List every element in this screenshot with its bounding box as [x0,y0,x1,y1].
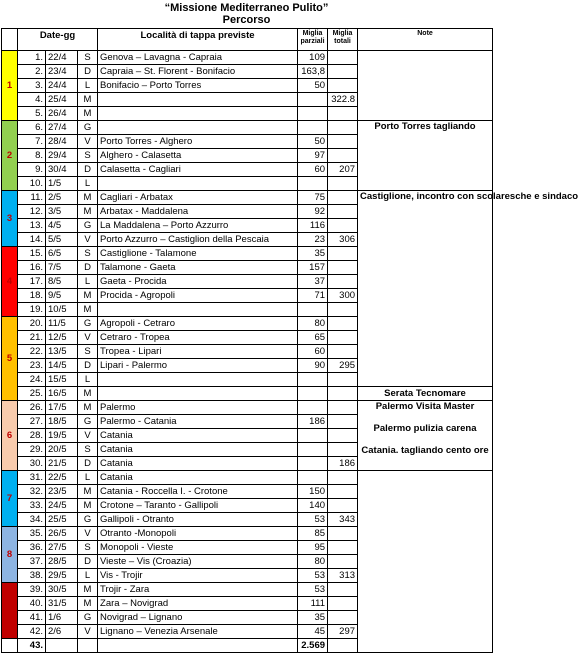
date-cell: 26/4 [46,107,78,121]
weekday-cell: M [78,289,98,303]
leg-empty-cell [2,639,18,653]
total-miles-cell [328,485,358,499]
date-cell: 24/5 [46,499,78,513]
partial-miles-cell: 109 [298,51,328,65]
row-number: 41. [18,611,46,625]
stage-row [2,401,493,415]
partial-miles-cell: 53 [298,583,328,597]
row-number: 24. [18,373,46,387]
weekday-cell: D [78,555,98,569]
date-cell: 18/5 [46,415,78,429]
notes-cell [358,51,493,121]
row-number: 7. [18,135,46,149]
row-number: 23. [18,359,46,373]
note-text: Serata Tecnomare [384,388,466,399]
place-cell: Gaeta - Procida [98,275,298,289]
total-miles-header: Miglia totali [328,29,358,51]
weekday-cell: L [78,79,98,93]
weekday-cell: G [78,317,98,331]
place-cell: Castiglione - Talamone [98,247,298,261]
total-miles-cell [328,261,358,275]
total-miles-cell [328,373,358,387]
place-cell: Tropea - Lipari [98,345,298,359]
date-cell: 5/5 [46,233,78,247]
row-number: 12. [18,205,46,219]
partial-miles-cell: 23 [298,233,328,247]
partial-miles-header: Miglia parziali [298,29,328,51]
stage-row [2,191,493,205]
place-cell: Vieste – Vis (Croazia) [98,555,298,569]
notes-cell [358,401,493,471]
leg-number-cell: 6 [2,401,18,471]
partial-miles-cell: 186 [298,415,328,429]
row-number: 6. [18,121,46,135]
partial-miles-cell [298,471,328,485]
leg-number-cell: 2 [2,121,18,191]
total-miles-cell [328,247,358,261]
partial-miles-cell: 97 [298,149,328,163]
weekday-cell: L [78,569,98,583]
partial-miles-cell: 92 [298,205,328,219]
weekday-cell: D [78,163,98,177]
date-cell: 26/5 [46,527,78,541]
total-miles-cell: 313 [328,569,358,583]
total-miles-cell [328,107,358,121]
weekday-cell: D [78,457,98,471]
row-number: 26. [18,401,46,415]
partial-miles-cell: 60 [298,163,328,177]
place-cell: Calasetta - Cagliari [98,163,298,177]
notes-cell [358,471,493,653]
date-header: Date-gg [18,29,98,51]
row-number: 16. [18,261,46,275]
stage-row [2,387,493,401]
row-number: 1. [18,51,46,65]
document-title: “Missione Mediterraneo Pulito” [164,2,329,14]
place-cell: Palermo [98,401,298,415]
total-miles-cell [328,429,358,443]
place-cell: Porto Azzurro – Castiglion della Pescaia [98,233,298,247]
partial-miles-cell: 157 [298,261,328,275]
partial-miles-cell: 35 [298,247,328,261]
place-cell: Cetraro - Tropea [98,331,298,345]
place-cell: Lignano – Venezia Arsenale [98,625,298,639]
partial-miles-cell: 95 [298,541,328,555]
date-cell: 24/4 [46,79,78,93]
total-miles-cell [328,401,358,415]
total-miles-cell [328,443,358,457]
weekday-cell [78,639,98,653]
place-cell: Bonifacio – Porto Torres [98,79,298,93]
total-miles-cell [328,499,358,513]
row-number: 21. [18,331,46,345]
total-miles-cell: 300 [328,289,358,303]
weekday-cell: L [78,275,98,289]
place-cell: Agropoli - Cetraro [98,317,298,331]
date-cell: 9/5 [46,289,78,303]
weekday-cell: M [78,303,98,317]
row-number: 22. [18,345,46,359]
weekday-cell: S [78,51,98,65]
partial-miles-cell: 71 [298,289,328,303]
partial-miles-cell: 53 [298,569,328,583]
date-cell: 28/5 [46,555,78,569]
partial-miles-cell: 2.569 [298,639,328,653]
weekday-cell: M [78,485,98,499]
total-miles-cell [328,597,358,611]
leg-number-cell: 5 [2,317,18,401]
weekday-cell: V [78,625,98,639]
partial-miles-cell [298,443,328,457]
date-cell: 22/5 [46,471,78,485]
weekday-cell: V [78,527,98,541]
weekday-cell: G [78,415,98,429]
weekday-cell: M [78,499,98,513]
weekday-cell: G [78,121,98,135]
leg-number-cell: 9 [2,583,18,639]
partial-miles-cell: 45 [298,625,328,639]
weekday-cell: M [78,93,98,107]
date-cell: 15/5 [46,373,78,387]
total-miles-cell [328,331,358,345]
date-cell: 31/5 [46,597,78,611]
date-cell: 22/4 [46,51,78,65]
row-number: 25. [18,387,46,401]
row-number: 5. [18,107,46,121]
note-text: Catania. tagliando cento ore [361,445,489,456]
total-miles-cell [328,527,358,541]
date-cell [46,639,78,653]
leg-number-cell: 4 [2,247,18,317]
total-miles-cell [328,317,358,331]
date-cell: 10/5 [46,303,78,317]
total-miles-cell [328,555,358,569]
place-cell: Catania [98,471,298,485]
date-cell: 1/6 [46,611,78,625]
total-miles-cell [328,387,358,401]
date-cell: 11/5 [46,317,78,331]
row-number: 29. [18,443,46,457]
weekday-cell: V [78,135,98,149]
leg-number-cell: 8 [2,527,18,583]
date-cell: 25/4 [46,93,78,107]
row-number: 33. [18,499,46,513]
place-cell: Novigrad – Lignano [98,611,298,625]
date-cell: 28/4 [46,135,78,149]
total-miles-cell [328,415,358,429]
place-cell: Porto Torres - Alghero [98,135,298,149]
stage-row [2,121,493,135]
note-text: Palermo pulizia carena [373,423,477,434]
weekday-cell: L [78,471,98,485]
date-cell: 29/5 [46,569,78,583]
place-cell [98,303,298,317]
row-number: 36. [18,541,46,555]
place-cell [98,93,298,107]
weekday-cell: S [78,247,98,261]
place-cell [98,107,298,121]
leg-header [2,29,18,51]
date-cell: 12/5 [46,331,78,345]
document-subtitle: Percorso [222,14,271,26]
place-cell: Otranto -Monopoli [98,527,298,541]
itinerary-table [1,28,578,653]
date-cell: 20/5 [46,443,78,457]
date-cell: 1/5 [46,177,78,191]
note-text: Castiglione, incontro con scolaresche e sindaco [360,191,578,202]
weekday-cell: S [78,345,98,359]
total-miles-cell [328,303,358,317]
weekday-cell: D [78,261,98,275]
partial-miles-cell: 53 [298,513,328,527]
weekday-cell: M [78,387,98,401]
partial-miles-cell: 80 [298,317,328,331]
row-number: 19. [18,303,46,317]
total-miles-cell [328,135,358,149]
total-miles-cell: 306 [328,233,358,247]
note-text: Porto Torres tagliando [374,121,476,132]
total-miles-cell [328,205,358,219]
total-miles-cell [328,51,358,65]
date-cell: 21/5 [46,457,78,471]
weekday-cell: L [78,373,98,387]
partial-miles-cell [298,457,328,471]
partial-miles-cell: 50 [298,79,328,93]
date-cell: 17/5 [46,401,78,415]
weekday-cell: M [78,597,98,611]
date-cell: 3/5 [46,205,78,219]
header-row [2,29,493,51]
place-cell: Catania - Roccella I. - Crotone [98,485,298,499]
date-cell: 2/5 [46,191,78,205]
total-miles-cell: 343 [328,513,358,527]
row-number: 20. [18,317,46,331]
date-cell: 7/5 [46,261,78,275]
partial-miles-cell [298,373,328,387]
date-cell: 13/5 [46,345,78,359]
date-cell: 2/6 [46,625,78,639]
total-miles-cell [328,191,358,205]
leg-number-cell: 7 [2,471,18,527]
row-number: 31. [18,471,46,485]
total-miles-cell: 297 [328,625,358,639]
partial-miles-cell [298,429,328,443]
weekday-cell: L [78,177,98,191]
place-cell: Talamone - Gaeta [98,261,298,275]
partial-miles-cell: 80 [298,555,328,569]
partial-miles-cell [298,121,328,135]
weekday-cell: V [78,331,98,345]
partial-miles-cell [298,93,328,107]
partial-miles-cell: 116 [298,219,328,233]
partial-miles-cell: 75 [298,191,328,205]
weekday-cell: S [78,443,98,457]
note-text: Palermo Visita Master [375,401,475,412]
place-cell [98,639,298,653]
place-cell: Catania [98,429,298,443]
place-cell: Genova – Lavagna - Capraia [98,51,298,65]
row-number: 35. [18,527,46,541]
weekday-cell: M [78,191,98,205]
place-cell: Crotone – Taranto - Gallipoli [98,499,298,513]
place-cell: Monopoli - Vieste [98,541,298,555]
row-number: 11. [18,191,46,205]
row-number: 38. [18,569,46,583]
total-miles-cell [328,121,358,135]
row-number: 10. [18,177,46,191]
weekday-cell: V [78,429,98,443]
partial-miles-cell: 60 [298,345,328,359]
date-cell: 14/5 [46,359,78,373]
row-number: 2. [18,65,46,79]
weekday-cell: V [78,233,98,247]
date-cell: 27/4 [46,121,78,135]
place-header: Località di tappa previste [98,29,298,51]
partial-miles-cell: 163,8 [298,65,328,79]
row-number: 39. [18,583,46,597]
partial-miles-cell: 35 [298,611,328,625]
weekday-cell: D [78,65,98,79]
place-cell [98,373,298,387]
row-number: 43. [18,639,46,653]
place-cell: Arbatax - Maddalena [98,205,298,219]
place-cell: Gallipoli - Otranto [98,513,298,527]
weekday-cell: M [78,107,98,121]
total-miles-cell [328,79,358,93]
row-number: 34. [18,513,46,527]
partial-miles-cell [298,177,328,191]
date-cell: 27/5 [46,541,78,555]
total-miles-cell: 207 [328,163,358,177]
total-miles-cell: 186 [328,457,358,471]
row-number: 8. [18,149,46,163]
total-miles-cell [328,177,358,191]
place-cell: Capraia – St. Florent - Bonifacio [98,65,298,79]
weekday-cell: M [78,583,98,597]
total-miles-cell [328,149,358,163]
partial-miles-cell: 37 [298,275,328,289]
row-number: 18. [18,289,46,303]
place-cell: Catania [98,443,298,457]
place-cell: Zara – Novigrad [98,597,298,611]
weekday-cell: G [78,513,98,527]
total-miles-cell [328,275,358,289]
place-cell [98,177,298,191]
total-miles-cell: 322.8 [328,93,358,107]
itinerary-body [2,51,578,653]
stage-row [2,51,493,65]
partial-miles-cell: 50 [298,135,328,149]
weekday-cell: G [78,611,98,625]
partial-miles-cell [298,387,328,401]
partial-miles-cell [298,303,328,317]
total-miles-cell [328,219,358,233]
row-number: 28. [18,429,46,443]
notes-header: Note [358,29,493,51]
place-cell: La Maddalena – Porto Azzurro [98,219,298,233]
total-miles-cell: 295 [328,359,358,373]
row-number: 13. [18,219,46,233]
weekday-cell: G [78,219,98,233]
total-miles-cell [328,611,358,625]
weekday-cell: M [78,205,98,219]
date-cell: 16/5 [46,387,78,401]
weekday-cell: D [78,359,98,373]
partial-miles-cell: 140 [298,499,328,513]
row-number: 3. [18,79,46,93]
row-number: 27. [18,415,46,429]
row-number: 17. [18,275,46,289]
row-number: 32. [18,485,46,499]
date-cell: 30/5 [46,583,78,597]
row-number: 40. [18,597,46,611]
date-cell: 23/5 [46,485,78,499]
place-cell: Alghero - Calasetta [98,149,298,163]
total-miles-cell [328,639,358,653]
row-number: 4. [18,93,46,107]
row-number: 15. [18,247,46,261]
place-cell: Cagliari - Arbatax [98,191,298,205]
total-miles-cell [328,471,358,485]
row-number: 37. [18,555,46,569]
date-cell: 29/4 [46,149,78,163]
notes-cell [358,121,493,191]
total-miles-cell [328,65,358,79]
place-cell: Catania [98,457,298,471]
date-cell: 25/5 [46,513,78,527]
row-number: 9. [18,163,46,177]
date-cell: 6/5 [46,247,78,261]
leg-number-cell: 1 [2,51,18,121]
place-cell: Procida - Agropoli [98,289,298,303]
notes-cell [358,387,493,401]
place-cell: Vis - Trojir [98,569,298,583]
partial-miles-cell: 150 [298,485,328,499]
weekday-cell: M [78,401,98,415]
weekday-cell: S [78,149,98,163]
date-cell: 4/5 [46,219,78,233]
weekday-cell: S [78,541,98,555]
notes-cell [358,191,578,387]
stage-row [2,471,493,485]
total-miles-cell [328,541,358,555]
date-cell: 8/5 [46,275,78,289]
total-miles-cell [328,583,358,597]
place-cell: Lipari - Palermo [98,359,298,373]
place-cell: Trojir - Zara [98,583,298,597]
partial-miles-cell: 111 [298,597,328,611]
row-number: 14. [18,233,46,247]
date-cell: 30/4 [46,163,78,177]
row-number: 30. [18,457,46,471]
partial-miles-cell [298,401,328,415]
leg-number-cell: 3 [2,191,18,247]
total-miles-cell [328,345,358,359]
date-cell: 19/5 [46,429,78,443]
partial-miles-cell [298,107,328,121]
partial-miles-cell: 90 [298,359,328,373]
place-cell [98,387,298,401]
partial-miles-cell: 65 [298,331,328,345]
place-cell [98,121,298,135]
place-cell: Palermo - Catania [98,415,298,429]
date-cell: 23/4 [46,65,78,79]
row-number: 42. [18,625,46,639]
partial-miles-cell: 85 [298,527,328,541]
